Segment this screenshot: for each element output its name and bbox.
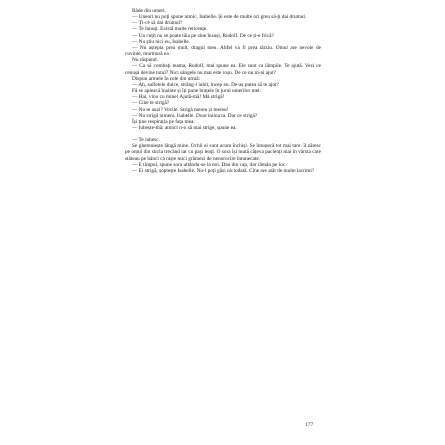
paragraph: Râde din umeri. — [132, 8, 166, 14]
page-number: 177 — [305, 422, 314, 428]
paragraph: — Te iubesc. — [132, 137, 160, 144]
paragraph: Își ține respirația pe fața mea. — [132, 118, 195, 125]
paragraph: Fă se apleacă înainte și îți pune brațele în jurul umerilor mei: — [132, 88, 261, 95]
paragraph: — Nu aștepta prea mult, dragul meu. Altfel va fi prea târziu. Omul are nevoie de cuvinte, murmură ea. — [125, 44, 321, 58]
paragraph: — Un cuțit nu se poate tăia pe sine însuși, Rudolf. De ce ți-e frică? — [132, 32, 274, 39]
paragraph: — Nu strigă nimeni, Isabelle. Doar inima ta. Dar ce strigă? — [132, 112, 258, 119]
paragraph: — Iubește-mă; atunci n-o să mai strige, spune ea. — [132, 124, 237, 131]
paragraph: — Nu știu nici eu, Isabelle. — [132, 38, 191, 45]
paragraph: — Ei strigă, șoptește Isabelle. Nu-l poți găsi niciodată. Cine are atât de multe lacrimi? — [132, 167, 315, 174]
body-text — [125, 8, 321, 174]
paragraph: — Ți-ce să dai drumul? — [132, 20, 183, 27]
paragraph: Dispun armele în cele din urmă: — [132, 75, 201, 82]
paragraph: Nu răspund. — [132, 57, 158, 64]
paragraph: Se ghemuiește lângă mine. Ochii ei sunt acum închiși. Se întunecă tot mai tare: îl zăresc pe omul din sticla trecând iar cu pași lenți. O sora își mută cățeva pacienți mai în vârsta care stăteau pe bănci ca niște mici grămezi de nenorocire întunecate. — [125, 143, 321, 162]
paragraph: — Cine te strigă? — [132, 100, 170, 107]
paragraph: — Ah, sufletele dulce, strâng-l iubit, încep eu. De-aș putea să te ajut? — [132, 81, 279, 88]
paragraph: — Te înnuți. Există multe reticențe. — [132, 26, 208, 33]
paragraph: — Uneori nu poți spune nimic, Isabelle. Și este de multe ori greu să-ți dai drumul. — [132, 14, 307, 21]
paragraph: — Ca să combați teama, Rudolf, mai spune ea. Ele sunt ca lămpile. Te ajută. Vezi ce cenușă devine totul? Nici sângele nu mai este roșu. De ce nu m-ai ajut? — [125, 63, 321, 76]
paragraph: — E timpul, spune sora ultându-se la noi. Dau din cap, dar rămân pe loc. — [132, 161, 287, 168]
paragraph: — Hai, vino cu mine! Ajută-mă! Mă strigă! — [132, 94, 225, 101]
paragraph: — Nu te auzi? Vocile. Strigă mereu și mereu! — [132, 106, 229, 113]
